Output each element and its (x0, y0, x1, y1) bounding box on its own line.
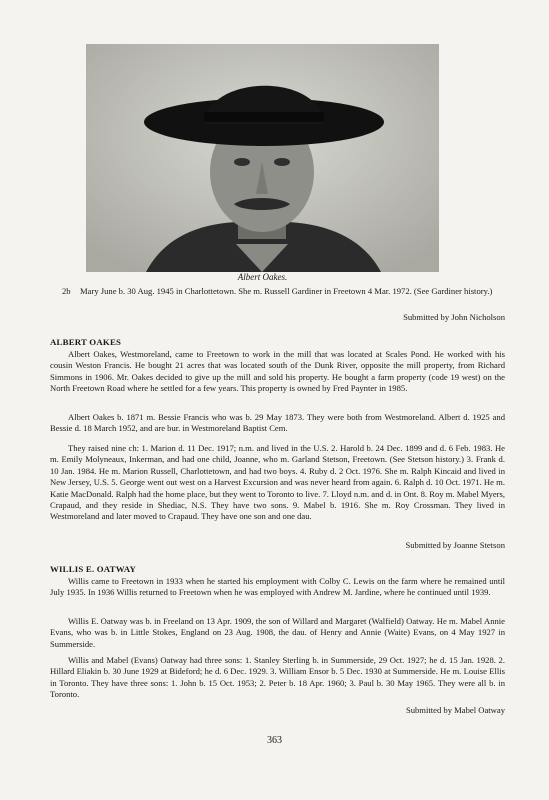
photo-caption: Albert Oakes. (237, 272, 288, 282)
paragraph: Willis E. Oatway was b. in Freeland on 13 Apr. 1909, the son of Willard and Margaret (Walfield) Oatway. He m. Mabel Annie Evans, who was b. in Little Stokes, England on 23 Aug. 1908, the dau. of Henry and Annie (Waite) Evans, on 4 May 1927 in Summerside. (50, 616, 505, 649)
submitted-by: Submitted by Joanne Stetson (405, 540, 505, 550)
section-heading: WILLIS E. OATWAY (50, 564, 137, 574)
paragraph: They raised nine ch: 1. Marion d. 11 Dec. 1917; n.m. and lived in the U.S. 2. Harold b. 24 Dec. 1899 and d. 6 Feb. 1983. He m. Emily Molyneaux, Inkerman, and had one child, Joanne, who m. Garland Stetson, Freetown. (See Stetson history.) 3. Frank d. 10 Jan. 1984. He m. Marion Russell, Charlottetown, and had two boys. 4. Ruby d. 2 Oct. 1976. She m. Ralph Kincaid and lived in New Jersey, U.S. 5. George went out west on a Harvest Excursion and was never heard from again. 6. Ralph d. 10 Oct. 1971. He m. Katie MacDonald. Ralph had the home place, but they went to Toronto to live. 7. Lloyd n.m. and d. in Ont. 8. Roy m. Mabel Myers, Crapaud, and they reside in Shediac, N.S. They have two sons. 9. Mabel b. 1916. She m. Roy Crossman. They lived in Westmoreland and later moved to Crapaud. They have one son and one dau. (50, 443, 505, 522)
portrait-photo (86, 44, 439, 272)
portrait-image (86, 44, 439, 272)
page-number: 363 (267, 735, 282, 746)
submitted-by: Submitted by John Nicholson (403, 312, 505, 322)
section-heading: ALBERT OAKES (50, 337, 122, 347)
paragraph: Albert Oakes b. 1871 m. Bessie Francis who was b. 29 May 1873. They were both from Westmoreland. Albert d. 1925 and Bessie d. 18 March 1952, and are bur. in Westmoreland Baptist Cem. (50, 412, 505, 434)
entry-number: 2b (62, 286, 71, 296)
paragraph: Willis and Mabel (Evans) Oatway had three sons: 1. Stanley Sterling b. in Summerside, 29 Oct. 1927; he d. 15 Jan. 1928. 2. Hillard Eliakin b. 30 June 1929 at Bideford; he d. 6 Dec. 1929. 3. William Ensor b. 5 Dec. 1930 at Summerside. He m. Louise Ellis in Toronto. They have three sons: 1. John b. 15 Oct. 1953; 2. Peter b. 18 Apr. 1960; 3. Paul b. 30 May 1965. They were all b. in Toronto. (50, 655, 505, 700)
paragraph: Willis came to Freetown in 1933 when he started his employment with Colby C. Lewis on the farm where he remained until July 1935. In 1936 Willis returned to Freetown when he was employed with Andrew M. Jardine, where he continued until 1939. (50, 576, 505, 598)
entry-text: Mary June b. 30 Aug. 1945 in Charlottetown. She m. Russell Gardiner in Freetown 4 Mar. 1972. (See Gardiner history.) (80, 286, 493, 296)
submitted-by: Submitted by Mabel Oatway (405, 705, 505, 715)
paragraph: Albert Oakes, Westmoreland, came to Freetown to work in the mill that was located at Scales Pond. He worked with his cousin Weston Francis. He bought 21 acres that was located south of the Dunk River, opposite the mill property, from Richard Simmons in 1906. Mr. Oakes decided to give up the mill and sold his property. He bought a farm property (code 19 west) on the North Freetown Road where he settled for a few years. This property is owned by Fred Paynter in 1985. (50, 349, 505, 394)
